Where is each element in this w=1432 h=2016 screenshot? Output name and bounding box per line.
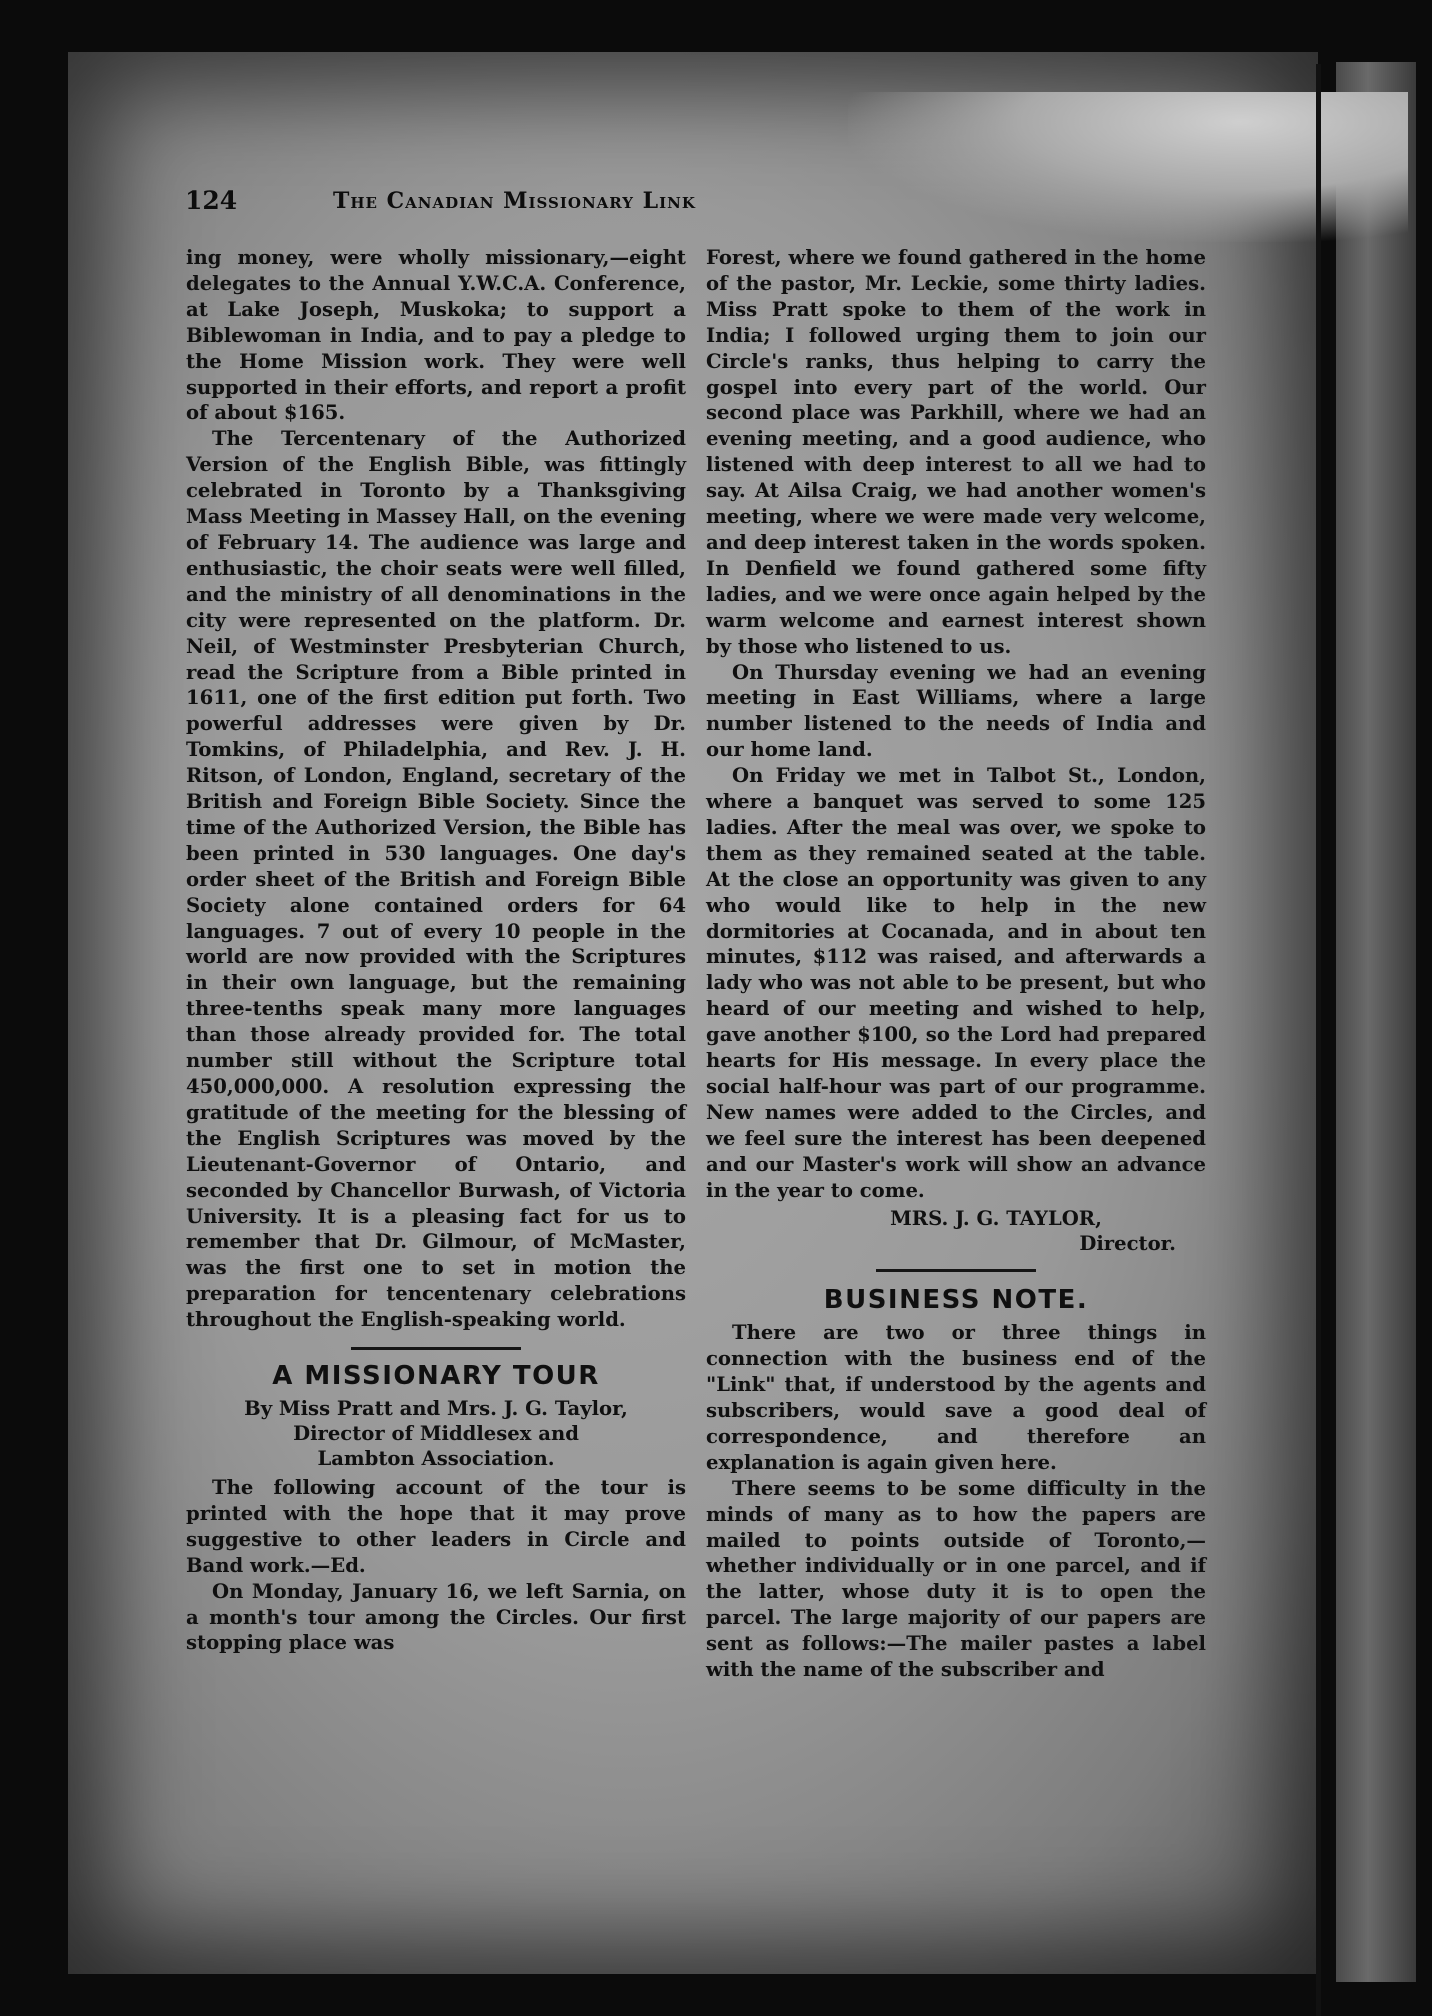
left-column xyxy=(186,245,686,1656)
running-header xyxy=(185,186,915,220)
right-column xyxy=(706,245,1206,1683)
byline-line: Lambton Association. xyxy=(317,1446,555,1470)
paper-stain xyxy=(848,92,1408,242)
byline-line: Director of Middlesex and xyxy=(293,1421,579,1445)
paragraph: The following account of the tour is printed with the hope that it may prove suggestive to other leaders in Circle and Band work.—Ed. xyxy=(186,1475,686,1577)
paragraph: The Tercentenary of the Authorized Version of the English Bible, was fittingly celebrated in Toronto by a Thanksgiving Mass Meeting in Massey Hall, on the evening of February 14. The audience was large and enthusiastic, the choir seats were well filled, and the ministry of all denominations in the city were represented on the platform. Dr. Neil, of Westminster Presbyterian Church, read the Scripture from a Bible printed in 1611, one of the first edition put forth. Two powerful addresses were given by Dr. Tomkins, of Philadelphia, and Rev. J. H. Ritson, of London, England, secretary of the British and Foreign Bible Society. Since the time of the Authorized Version, the Bible has been printed in 530 languages. One day's order sheet of the British and Foreign Bible Society alone contained orders for 64 languages. 7 out of every 10 people in the world are now provided with the Scriptures in their own language, but the remaining three-tenths speak many more languages than those already provided for. The total number still without the Scripture total 450,000,000. A resolution expressing the gratitude of the meeting for the blessing of the English Scriptures was moved by the Lieutenant-Governor of Ontario, and seconded by Chancellor Burwash, of Victoria University. It is a pleasing fact for us to remember that Dr. Gilmour, of McMaster, was the first one to set in motion the preparation for tencentenary celebrations throughout the English-speaking world. xyxy=(186,427,686,1332)
section-rule xyxy=(876,1269,1036,1272)
article-heading: BUSINESS NOTE. xyxy=(823,1285,1089,1316)
paragraph: On Thursday evening we had an evening meeting in East Williams, where a large number listened to the needs of India and our home land. xyxy=(706,660,1206,762)
paragraph: On Friday we met in Talbot St., London, where a banquet was served to some 125 ladies. After the meal was over, we spoke to them as they remained seated at the table. At the close an opportunity was given to any who would like to help in the new dormitories at Cocanada, and in about ten minutes, $112 was raised, and afterwards a lady who was not able to be present, but who heard of our meeting and wished to help, gave another $100, so the Lord had prepared hearts for His message. In every place the social half-hour was part of our programme. New names were added to the Circles, and we feel sure the interest has been deepened and our Master's work will show an advance in the year to come. xyxy=(706,764,1206,1202)
page-number: 124 xyxy=(185,186,238,215)
article-heading: A MISSIONARY TOUR xyxy=(272,1361,600,1392)
signature-title: Director. xyxy=(1079,1232,1176,1256)
signature: MRS. J. G. TAYLOR, xyxy=(890,1206,1102,1230)
paragraph: There are two or three things in connection with the business end of the "Link" that, if understood by the agents and subscribers, would save a good deal of correspondence, and therefore an explanation is again given here. xyxy=(706,1321,1206,1474)
paragraph: Forest, where we found gathered in the home of the pastor, Mr. Leckie, some thirty ladies. Miss Pratt spoke to them of the work in India; I followed urging them to join our Circle's ranks, thus helping to carry the gospel into every part of the world. Our second place was Parkhill, where we had an evening meeting, and a good audience, who listened with deep interest to all we had to say. At Ailsa Craig, we had another women's meeting, where we were made very welcome, and deep interest taken in the words spoken. In Denfield we found gathered some fifty ladies, and we were once again helped by the warm welcome and earnest interest shown by those who listened to us. xyxy=(706,246,1206,658)
running-title: The Canadian Missionary Link xyxy=(333,188,696,214)
paragraph: There seems to be some difficulty in the minds of many as to how the papers are mailed to points outside of Toronto,—whether individually or in one parcel, and if the latter, whose duty it is to open the parcel. The large majority of our papers are sent as follows:—The mailer pastes a label with the name of the subscriber and xyxy=(706,1476,1206,1682)
adjacent-page-edge xyxy=(1336,62,1416,1982)
section-rule xyxy=(351,1347,521,1350)
paragraph: On Monday, January 16, we left Sarnia, on a month's tour among the Circles. Our first stopping place was xyxy=(186,1579,686,1655)
paragraph: ing money, were wholly missionary,—eight delegates to the Annual Y.W.C.A. Conference, at Lake Joseph, Muskoka; to support a Biblewoman in India, and to pay a pledge to the Home Mission work. They were well supported in their efforts, and report a profit of about $165. xyxy=(186,246,686,425)
byline-line: By Miss Pratt and Mrs. J. G. Taylor, xyxy=(244,1396,628,1420)
byline xyxy=(186,1396,686,1471)
page-fold-line xyxy=(1316,64,1321,2016)
